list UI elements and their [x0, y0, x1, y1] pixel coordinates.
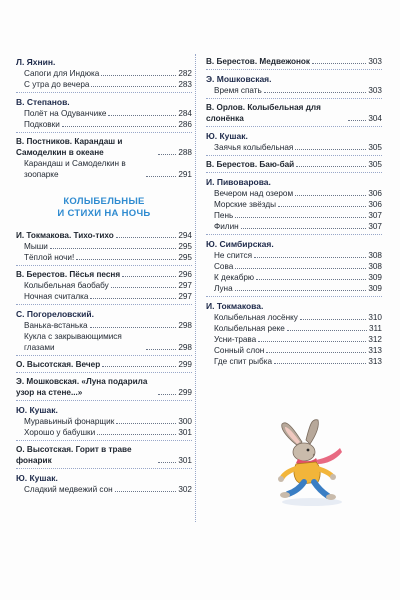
toc-entry-title: Колыбельная баобабу	[24, 281, 109, 290]
toc-author	[206, 74, 382, 85]
toc-author-name: В. Постников.	[16, 137, 73, 146]
leader-dots	[264, 92, 367, 93]
leader-dots	[108, 115, 176, 116]
page-number: 301	[178, 456, 192, 465]
section-title-line-2: И СТИХИ НА НОЧЬ	[57, 208, 151, 219]
toc-entry-text	[16, 269, 120, 280]
toc-entry-title: С утра до вечера	[24, 80, 90, 89]
leader-dots	[312, 63, 366, 64]
toc-entry[interactable]	[16, 291, 192, 302]
toc-entry-text	[16, 359, 100, 370]
page-number: 296	[178, 270, 192, 279]
toc-entry-title: Горит в траве фонарик	[16, 445, 132, 465]
toc-entry[interactable]	[16, 376, 192, 398]
leader-dots	[102, 366, 176, 367]
page-number: 300	[178, 417, 192, 426]
leader-dots	[146, 349, 176, 350]
leader-dots	[62, 126, 177, 127]
toc-entry-group	[206, 172, 382, 234]
leader-dots	[235, 290, 367, 291]
page-number: 295	[178, 253, 192, 262]
leader-dots	[254, 257, 366, 258]
page-number: 305	[368, 160, 382, 169]
toc-entry[interactable]	[206, 356, 382, 367]
toc-entry-group	[16, 304, 192, 355]
toc-author	[16, 309, 192, 320]
toc-entry[interactable]	[206, 159, 382, 170]
toc-author	[206, 301, 382, 312]
leader-dots	[97, 434, 176, 435]
toc-entry-title: Время спать	[214, 86, 262, 95]
leader-dots	[90, 327, 177, 328]
toc-author-name: В. Берестов.	[206, 57, 258, 66]
toc-entry-text	[16, 136, 156, 158]
toc-entry-title: Мыши	[24, 242, 48, 251]
toc-author-name: Э. Мошковская.	[206, 74, 272, 84]
page-number: 303	[368, 86, 382, 95]
leader-dots	[256, 279, 366, 280]
page-number: 284	[178, 109, 192, 118]
toc-entry[interactable]	[206, 334, 382, 345]
toc-entry[interactable]	[16, 427, 192, 438]
page-number: 310	[368, 313, 382, 322]
toc-entry-group	[16, 57, 192, 92]
page-number: 309	[368, 273, 382, 282]
toc-entry-title: Сапоги для Индюка	[24, 69, 100, 78]
toc-entry-group	[16, 355, 192, 372]
toc-entry[interactable]	[206, 85, 382, 96]
toc-entry[interactable]	[206, 272, 382, 283]
toc-entry-title: Медвежонок	[259, 57, 310, 66]
leader-dots	[115, 491, 177, 492]
toc-entry-text	[16, 376, 156, 398]
leader-dots	[90, 298, 176, 299]
toc-entry-title: Подковки	[24, 120, 60, 129]
toc-author-name: О. Высотская.	[16, 445, 74, 454]
leader-dots	[278, 206, 366, 207]
toc-entry-text	[206, 159, 294, 170]
toc-entry[interactable]	[206, 199, 382, 210]
toc-entry-group	[206, 56, 382, 69]
toc-entry-group	[16, 230, 192, 265]
toc-entry-title: Вечер	[75, 360, 101, 369]
toc-author-name: В. Орлов.	[206, 103, 246, 112]
leader-dots	[158, 394, 176, 395]
leader-dots	[241, 228, 367, 229]
leader-dots	[122, 276, 176, 277]
toc-entry-group	[206, 234, 382, 296]
toc-entry[interactable]	[16, 484, 192, 495]
toc-entry-group	[206, 126, 382, 155]
toc-left-column	[16, 56, 192, 497]
page-number: 308	[368, 251, 382, 260]
toc-author-name: И. Пивоварова.	[206, 177, 271, 187]
page-number: 307	[368, 211, 382, 220]
page-number: 312	[368, 335, 382, 344]
toc-entry-title: Колыбельная реке	[214, 324, 285, 333]
toc-entry[interactable]	[206, 261, 382, 272]
leader-dots	[116, 423, 176, 424]
toc-author-name: И. Токмакова.	[206, 301, 264, 311]
toc-entry-title: Заячья колыбельная	[214, 143, 294, 152]
toc-entry[interactable]	[16, 230, 192, 241]
toc-entry-group	[16, 132, 192, 182]
toc-entry[interactable]	[206, 56, 382, 67]
toc-entry-title: Кукла с закрывающимися глазами	[24, 332, 122, 352]
page-number: 299	[178, 360, 192, 369]
toc-entry-group	[16, 468, 192, 497]
toc-entry[interactable]	[16, 320, 192, 331]
toc-entry-title: Тихо-тихо	[73, 231, 114, 240]
page-number: 302	[178, 485, 192, 494]
toc-entry-text	[16, 444, 156, 466]
toc-entry[interactable]	[16, 68, 192, 79]
toc-entry-group	[206, 296, 382, 369]
toc-author-name: Л. Яхнин.	[16, 57, 56, 67]
leader-dots	[116, 237, 177, 238]
toc-right-column	[206, 56, 382, 369]
toc-entry[interactable]	[16, 241, 192, 252]
toc-author	[16, 405, 192, 416]
toc-entry[interactable]	[16, 280, 192, 291]
leader-dots	[300, 319, 366, 320]
toc-entry[interactable]	[16, 136, 192, 158]
toc-entry-title: Не спится	[214, 251, 253, 260]
toc-entry[interactable]	[16, 444, 192, 466]
toc-entry-group	[16, 92, 192, 132]
page-number: 311	[368, 324, 382, 333]
leader-dots	[235, 217, 366, 218]
page-number: 297	[178, 292, 192, 301]
toc-entry-title: Полёт на Одуванчике	[24, 109, 107, 118]
leader-dots	[287, 330, 367, 331]
toc-author-name: Э. Мошковская.	[16, 377, 80, 386]
toc-entry-title: Где спит рыбка	[214, 357, 273, 366]
page-number: 298	[178, 343, 192, 352]
toc-entry[interactable]	[206, 102, 382, 124]
leader-dots	[158, 462, 176, 463]
page-number: 309	[368, 284, 382, 293]
toc-entry-group	[16, 440, 192, 468]
section-title-line-1: КОЛЫБЕЛЬНЫЕ	[63, 196, 145, 207]
toc-entry-title: Колыбельная для слонёнка	[206, 103, 321, 123]
toc-author-name: О. Высотская.	[16, 360, 74, 369]
column-divider	[195, 54, 196, 522]
toc-entry-group	[206, 98, 382, 126]
toc-entry[interactable]	[206, 312, 382, 323]
toc-author-name: С. Погореловский.	[16, 309, 94, 319]
toc-entry-title: Сова	[214, 262, 234, 271]
toc-author-name: В. Берестов.	[206, 160, 258, 169]
page-number: 299	[178, 388, 192, 397]
toc-entry[interactable]	[16, 119, 192, 130]
page-number: 306	[368, 189, 382, 198]
toc-entry[interactable]	[16, 158, 192, 180]
leader-dots	[76, 259, 176, 260]
toc-author-name: И. Токмакова.	[16, 231, 72, 240]
leader-dots	[101, 75, 176, 76]
toc-entry[interactable]	[16, 79, 192, 90]
page-number: 313	[368, 346, 382, 355]
toc-entry[interactable]	[16, 108, 192, 119]
toc-entry-title: Тёплой ночи!	[24, 253, 75, 262]
toc-entry-group	[206, 69, 382, 98]
page-number: 295	[178, 242, 192, 251]
toc-entry-group	[16, 400, 192, 440]
toc-entry[interactable]	[16, 252, 192, 263]
toc-entry[interactable]	[206, 188, 382, 199]
toc-entry-text	[206, 102, 346, 124]
toc-entry-title: Усни-трава	[214, 335, 257, 344]
leader-dots	[111, 287, 177, 288]
toc-author-name: Ю. Кушак.	[206, 131, 248, 141]
toc-entry[interactable]	[206, 250, 382, 261]
toc-entry-title: Ванька-встанька	[24, 321, 88, 330]
page-number: 304	[368, 114, 382, 123]
toc-entry-title: Пень	[214, 211, 234, 220]
toc-entry[interactable]	[16, 269, 192, 280]
toc-author-name: Ю. Симбирская.	[206, 239, 274, 249]
toc-entry-title: Баю-бай	[259, 160, 295, 169]
toc-entry[interactable]	[16, 416, 192, 427]
page-number: 282	[178, 69, 192, 78]
page-number: 294	[178, 231, 192, 240]
toc-entry[interactable]	[16, 359, 192, 370]
toc-author	[206, 239, 382, 250]
page-number: 283	[178, 80, 192, 89]
page-number: 307	[368, 222, 382, 231]
section-title	[16, 196, 192, 220]
toc-entry-text	[16, 230, 114, 241]
toc-entry[interactable]	[206, 142, 382, 153]
page-number: 286	[178, 120, 192, 129]
toc-entry-title: Вечером над озером	[214, 189, 294, 198]
leader-dots	[91, 86, 176, 87]
toc-entry[interactable]	[16, 331, 192, 353]
toc-entry[interactable]	[206, 345, 382, 356]
leader-dots	[258, 341, 366, 342]
toc-entry[interactable]	[206, 221, 382, 232]
toc-author-name: Ю. Кушак.	[16, 405, 58, 415]
leader-dots	[146, 176, 176, 177]
page-number: 291	[178, 170, 192, 179]
leader-dots	[235, 268, 366, 269]
toc-entry-title: К декабрю	[214, 273, 255, 282]
toc-entry[interactable]	[206, 210, 382, 221]
toc-entry-title: Пёсья песня	[69, 270, 121, 279]
toc-entry-text	[206, 56, 310, 67]
toc-entry-title: Ночная считалка	[24, 292, 89, 301]
toc-entry-title: Карандаш и Самоделкин в океане	[16, 137, 123, 157]
toc-author	[16, 473, 192, 484]
page-number: 313	[368, 357, 382, 366]
toc-entry-title: Сонный слон	[214, 346, 265, 355]
toc-author	[206, 177, 382, 188]
page-number: 305	[368, 143, 382, 152]
toc-entry-group	[16, 372, 192, 400]
leader-dots	[266, 352, 366, 353]
toc-entry-title: Карандаш и Самоделкин в зоопарке	[24, 159, 126, 179]
leader-dots	[50, 248, 176, 249]
toc-author	[16, 57, 192, 68]
page-number: 288	[178, 148, 192, 157]
toc-entry-title: «Луна подарила узор на стене...»	[16, 377, 148, 397]
leader-dots	[296, 166, 366, 167]
toc-author	[16, 97, 192, 108]
toc-entry-title: Сладкий медвежий сон	[24, 485, 113, 494]
running-hare-illustration	[262, 418, 362, 508]
toc-author-name: Ю. Кушак.	[16, 473, 58, 483]
toc-entry-title: Филин	[214, 222, 239, 231]
leader-dots	[158, 154, 176, 155]
toc-entry-title: Хорошо у бабушки	[24, 428, 96, 437]
page-number: 297	[178, 281, 192, 290]
leader-dots	[348, 120, 366, 121]
leader-dots	[295, 149, 366, 150]
toc-author-name: В. Степанов.	[16, 97, 70, 107]
page-number: 303	[368, 57, 382, 66]
leader-dots	[295, 195, 366, 196]
toc-author	[206, 131, 382, 142]
toc-author-name: В. Берестов.	[16, 270, 68, 279]
page-number: 306	[368, 200, 382, 209]
page-number: 298	[178, 321, 192, 330]
page-number: 301	[178, 428, 192, 437]
page-number: 308	[368, 262, 382, 271]
toc-entry-title: Луна	[214, 284, 233, 293]
toc-entry-title: Колыбельная лосёнку	[214, 313, 298, 322]
toc-entry[interactable]	[206, 323, 382, 334]
toc-entry-group	[16, 265, 192, 304]
toc-entry-title: Муравьиный фонарщик	[24, 417, 115, 426]
toc-entry-group	[206, 155, 382, 172]
leader-dots	[274, 363, 366, 364]
toc-entry-title: Морские звёзды	[214, 200, 276, 209]
toc-entry[interactable]	[206, 283, 382, 294]
